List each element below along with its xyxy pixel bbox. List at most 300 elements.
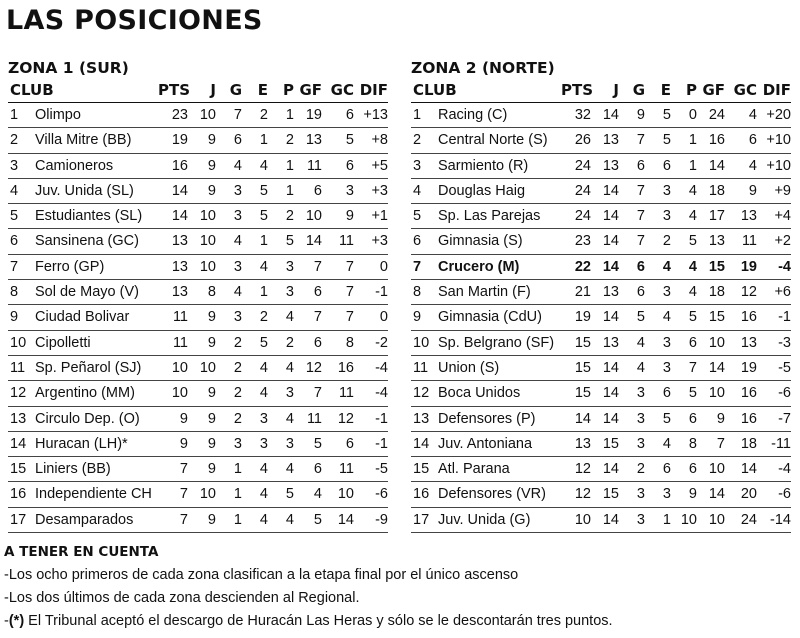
cell-p: 1	[285, 157, 294, 174]
cell-g: 6	[636, 284, 645, 301]
table-row	[8, 280, 388, 305]
cell-club: Villa Mitre (BB)	[35, 132, 132, 149]
cell-gc: 19	[740, 258, 757, 275]
cell-pts: 7	[179, 486, 188, 503]
cell-g: 3	[636, 385, 645, 402]
table-row	[411, 305, 791, 330]
header-gc: GC	[330, 81, 354, 99]
cell-pts: 32	[574, 107, 591, 123]
cell-pos: 10	[10, 334, 27, 351]
cell-pts: 12	[574, 486, 591, 503]
cell-pos: 14	[413, 435, 430, 452]
cell-dif: -9	[375, 511, 388, 528]
cell-pts: 23	[171, 107, 188, 123]
cell-e: 5	[259, 182, 268, 199]
cell-pts: 15	[574, 385, 591, 402]
cell-p: 1	[285, 182, 294, 199]
cell-gc: 9	[748, 182, 757, 199]
table-row	[411, 229, 791, 254]
cell-p: 5	[688, 309, 697, 326]
cell-gc: 13	[740, 334, 757, 351]
table-row	[411, 407, 791, 432]
note-line-3-text: El Tribunal aceptó el descargo de Huracán Las Heras y sólo se le descontarán tres puntos.	[24, 613, 613, 629]
cell-j: 14	[602, 385, 619, 402]
cell-p: 4	[285, 511, 294, 528]
cell-j: 13	[602, 284, 619, 301]
note-line-3	[4, 610, 796, 633]
zone-1-title: ZONA 1 (SUR)	[8, 59, 129, 77]
cell-j: 9	[207, 334, 216, 351]
cell-pts: 7	[179, 511, 188, 528]
cell-g: 4	[233, 157, 242, 174]
cell-pos: 9	[413, 309, 422, 326]
cell-pts: 19	[171, 132, 188, 149]
cell-gc: 7	[345, 258, 354, 275]
cell-j: 14	[602, 410, 619, 427]
cell-gc: 6	[345, 107, 354, 123]
cell-gf: 12	[305, 359, 322, 376]
table-row	[8, 103, 388, 128]
cell-club: Huracan (LH)*	[35, 435, 128, 452]
cell-pos: 17	[10, 511, 27, 528]
cell-e: 4	[259, 461, 268, 478]
cell-gf: 10	[305, 208, 322, 225]
cell-p: 4	[285, 309, 294, 326]
cell-gf: 10	[708, 334, 725, 351]
cell-j: 9	[207, 157, 216, 174]
cell-pos: 8	[10, 284, 19, 301]
cell-dif: -7	[778, 410, 791, 427]
zone-1-header	[8, 78, 388, 103]
cell-club: Boca Unidos	[438, 385, 521, 402]
cell-e: 5	[662, 410, 671, 427]
cell-g: 4	[636, 359, 645, 376]
cell-e: 3	[662, 284, 671, 301]
cell-g: 7	[636, 132, 645, 149]
cell-e: 3	[662, 334, 671, 351]
cell-gf: 4	[313, 486, 322, 503]
cell-e: 1	[259, 132, 268, 149]
cell-gf: 15	[708, 258, 725, 275]
cell-g: 5	[636, 309, 645, 326]
cell-g: 9	[636, 107, 645, 123]
cell-dif: +5	[371, 157, 388, 174]
cell-e: 1	[259, 233, 268, 250]
cell-gf: 19	[305, 107, 322, 123]
cell-club: Douglas Haig	[438, 182, 526, 199]
cell-dif: +2	[774, 233, 791, 250]
cell-p: 9	[688, 486, 697, 503]
cell-pts: 14	[171, 182, 188, 199]
cell-club: Circulo Dep. (O)	[35, 410, 140, 427]
cell-dif: -1	[375, 435, 388, 452]
cell-p: 4	[688, 182, 697, 199]
cell-j: 9	[207, 309, 216, 326]
cell-g: 3	[233, 208, 242, 225]
cell-p: 4	[688, 208, 697, 225]
cell-j: 9	[207, 511, 216, 528]
cell-dif: -6	[778, 486, 791, 503]
cell-g: 4	[233, 233, 242, 250]
cell-gf: 6	[313, 284, 322, 301]
cell-club: Crucero (M)	[438, 258, 520, 275]
cell-pts: 11	[172, 334, 188, 351]
cell-dif: -4	[778, 461, 791, 478]
header-j: J	[210, 81, 216, 99]
cell-club: Olimpo	[35, 107, 81, 123]
cell-gf: 16	[708, 132, 725, 149]
cell-e: 3	[662, 208, 671, 225]
zone-2-rows	[411, 103, 791, 533]
cell-pts: 11	[172, 309, 188, 326]
cell-e: 4	[662, 258, 671, 275]
cell-club: Central Norte (S)	[438, 132, 548, 149]
cell-g: 1	[233, 461, 242, 478]
cell-e: 6	[662, 385, 671, 402]
cell-dif: +9	[774, 182, 791, 199]
notes-section	[4, 541, 796, 633]
cell-p: 3	[285, 385, 294, 402]
cell-dif: 0	[379, 258, 388, 275]
cell-dif: 0	[379, 309, 388, 326]
cell-j: 9	[207, 435, 216, 452]
cell-club: Union (S)	[438, 359, 500, 376]
cell-j: 9	[207, 385, 216, 402]
header-dif: DIF	[762, 81, 791, 99]
cell-gf: 14	[708, 157, 725, 174]
cell-p: 4	[688, 284, 697, 301]
header-gf: GF	[702, 81, 725, 99]
cell-dif: -1	[375, 410, 388, 427]
cell-dif: -1	[375, 284, 388, 301]
cell-e: 1	[259, 284, 268, 301]
cell-club: Racing (C)	[438, 107, 508, 123]
cell-p: 4	[285, 461, 294, 478]
cell-dif: -5	[375, 461, 388, 478]
cell-g: 3	[233, 435, 242, 452]
cell-e: 2	[259, 107, 268, 123]
cell-p: 8	[688, 435, 697, 452]
cell-g: 7	[636, 208, 645, 225]
cell-j: 13	[602, 157, 619, 174]
cell-club: Gimnasia (S)	[438, 233, 523, 250]
note-asterisk-mark: (*)	[8, 613, 25, 629]
cell-gc: 6	[748, 132, 757, 149]
cell-dif: +20	[766, 107, 791, 123]
cell-gf: 18	[708, 284, 725, 301]
cell-pos: 5	[10, 208, 19, 225]
cell-pos: 11	[413, 359, 429, 376]
cell-gc: 7	[345, 309, 354, 326]
cell-p: 6	[688, 461, 697, 478]
cell-club: Sansinena (GC)	[35, 233, 139, 250]
table-row	[8, 407, 388, 432]
cell-g: 3	[636, 511, 645, 528]
zone-2-title: ZONA 2 (NORTE)	[411, 59, 555, 77]
header-p: P	[283, 81, 294, 99]
cell-g: 2	[233, 359, 242, 376]
table-row	[8, 255, 388, 280]
cell-club: Ferro (GP)	[35, 258, 105, 275]
cell-pts: 16	[171, 157, 188, 174]
cell-pos: 2	[10, 132, 19, 149]
cell-pts: 24	[574, 157, 591, 174]
cell-pts: 26	[574, 132, 591, 149]
header-gf: GF	[299, 81, 322, 99]
cell-pos: 4	[10, 182, 19, 199]
cell-e: 4	[259, 258, 268, 275]
cell-pos: 12	[413, 385, 430, 402]
note-line-3-prefix: -	[4, 613, 9, 629]
cell-club: Sp. Las Parejas	[438, 208, 541, 225]
cell-gc: 16	[337, 359, 354, 376]
cell-pts: 19	[574, 309, 591, 326]
table-row	[411, 154, 791, 179]
cell-j: 15	[602, 486, 619, 503]
cell-gc: 9	[345, 208, 354, 225]
cell-gc: 6	[345, 435, 354, 452]
cell-gc: 14	[740, 461, 757, 478]
cell-g: 4	[233, 284, 242, 301]
cell-e: 4	[259, 385, 268, 402]
cell-club: Sol de Mayo (V)	[35, 284, 139, 301]
cell-gf: 7	[313, 309, 322, 326]
cell-j: 14	[602, 309, 619, 326]
cell-p: 1	[688, 132, 697, 149]
cell-p: 6	[688, 410, 697, 427]
cell-pos: 14	[10, 435, 27, 452]
cell-pts: 13	[171, 258, 188, 275]
cell-j: 13	[602, 132, 619, 149]
cell-pos: 13	[10, 410, 27, 427]
header-dif: DIF	[359, 81, 388, 99]
cell-gf: 5	[313, 435, 322, 452]
cell-dif: -3	[778, 334, 791, 351]
cell-gc: 7	[345, 284, 354, 301]
cell-pts: 9	[179, 410, 188, 427]
table-row	[411, 356, 791, 381]
cell-p: 7	[688, 359, 697, 376]
cell-j: 14	[602, 511, 619, 528]
cell-gc: 4	[748, 107, 757, 123]
page-title: LAS POSICIONES	[6, 5, 263, 36]
cell-dif: -1	[778, 309, 791, 326]
cell-g: 6	[636, 258, 645, 275]
cell-gc: 24	[740, 511, 757, 528]
cell-gf: 6	[313, 334, 322, 351]
header-j: J	[613, 81, 619, 99]
cell-gf: 10	[708, 511, 725, 528]
cell-p: 2	[285, 208, 294, 225]
cell-pts: 12	[574, 461, 591, 478]
cell-pos: 7	[413, 258, 422, 275]
table-row	[411, 508, 791, 533]
cell-e: 3	[259, 410, 268, 427]
table-row	[8, 229, 388, 254]
cell-pos: 2	[413, 132, 422, 149]
table-row	[411, 204, 791, 229]
cell-gf: 7	[313, 385, 322, 402]
cell-g: 1	[233, 511, 242, 528]
cell-club: Estudiantes (SL)	[35, 208, 143, 225]
cell-gf: 10	[708, 461, 725, 478]
cell-gf: 7	[716, 435, 725, 452]
note-line-2: -Los dos últimos de cada zona descienden al Regional.	[4, 590, 360, 606]
header-p: P	[686, 81, 697, 99]
cell-pos: 15	[10, 461, 27, 478]
header-e: E	[257, 81, 268, 99]
cell-e: 5	[259, 208, 268, 225]
header-pts: PTS	[158, 81, 191, 99]
cell-gf: 13	[305, 132, 322, 149]
cell-pts: 24	[574, 182, 591, 199]
cell-pts: 9	[179, 435, 188, 452]
cell-club: Camioneros	[35, 157, 114, 174]
cell-p: 5	[688, 233, 697, 250]
cell-gf: 18	[708, 182, 725, 199]
cell-e: 4	[662, 309, 671, 326]
cell-gc: 20	[740, 486, 757, 503]
cell-dif: -2	[375, 334, 388, 351]
cell-dif: -4	[778, 258, 791, 275]
header-e: E	[660, 81, 671, 99]
cell-gc: 12	[740, 284, 757, 301]
table-row	[411, 255, 791, 280]
table-row	[8, 381, 388, 406]
cell-club: Sp. Belgrano (SF)	[438, 334, 555, 351]
cell-gc: 11	[338, 385, 354, 402]
cell-club: Juv. Unida (G)	[438, 511, 531, 528]
cell-pos: 17	[413, 511, 430, 528]
cell-g: 7	[233, 107, 242, 123]
header-club: CLUB	[10, 81, 54, 99]
cell-e: 5	[259, 334, 268, 351]
cell-gc: 11	[338, 233, 354, 250]
cell-p: 4	[285, 410, 294, 427]
cell-gc: 4	[748, 157, 757, 174]
cell-club: Cipolletti	[35, 334, 91, 351]
cell-e: 4	[259, 511, 268, 528]
cell-pts: 10	[574, 511, 591, 528]
cell-pos: 16	[413, 486, 430, 503]
cell-pos: 6	[413, 233, 422, 250]
cell-pts: 13	[171, 284, 188, 301]
table-row	[411, 128, 791, 153]
cell-gf: 10	[708, 385, 725, 402]
cell-j: 14	[602, 258, 619, 275]
cell-dif: -14	[770, 511, 791, 528]
cell-pos: 8	[413, 284, 422, 301]
cell-p: 5	[285, 233, 294, 250]
cell-pos: 7	[10, 258, 19, 275]
cell-gf: 17	[708, 208, 725, 225]
table-row	[411, 432, 791, 457]
cell-gf: 6	[313, 461, 322, 478]
cell-gf: 14	[305, 233, 322, 250]
cell-pos: 3	[413, 157, 422, 174]
cell-gf: 9	[716, 410, 725, 427]
cell-pos: 13	[413, 410, 430, 427]
cell-p: 3	[285, 258, 294, 275]
header-g: G	[229, 81, 242, 99]
cell-e: 4	[259, 486, 268, 503]
cell-gf: 14	[708, 486, 725, 503]
cell-gc: 16	[740, 410, 757, 427]
cell-dif: +13	[363, 107, 388, 123]
cell-p: 4	[285, 359, 294, 376]
cell-j: 9	[207, 410, 216, 427]
cell-gc: 14	[337, 511, 354, 528]
cell-g: 3	[233, 309, 242, 326]
cell-club: Argentino (MM)	[35, 385, 135, 402]
cell-pos: 5	[413, 208, 422, 225]
cell-club: Juv. Antoniana	[438, 435, 533, 452]
cell-gc: 10	[337, 486, 354, 503]
cell-g: 3	[636, 435, 645, 452]
cell-j: 10	[199, 208, 216, 225]
cell-dif: +3	[371, 233, 388, 250]
cell-p: 1	[285, 107, 294, 123]
cell-gc: 16	[740, 309, 757, 326]
cell-gc: 19	[740, 359, 757, 376]
cell-p: 5	[285, 486, 294, 503]
table-row	[411, 482, 791, 507]
cell-club: Defensores (P)	[438, 410, 536, 427]
cell-gf: 13	[708, 233, 725, 250]
table-row	[411, 179, 791, 204]
cell-j: 14	[602, 208, 619, 225]
table-row	[8, 128, 388, 153]
cell-club: Sp. Peñarol (SJ)	[35, 359, 142, 376]
cell-j: 10	[199, 107, 216, 123]
cell-p: 6	[688, 334, 697, 351]
cell-club: Liniers (BB)	[35, 461, 111, 478]
cell-pos: 12	[10, 385, 27, 402]
cell-p: 3	[285, 284, 294, 301]
header-g: G	[632, 81, 645, 99]
cell-pos: 3	[10, 157, 19, 174]
cell-pos: 4	[413, 182, 422, 199]
cell-e: 1	[662, 511, 671, 528]
cell-club: Juv. Unida (SL)	[35, 182, 134, 199]
cell-j: 9	[207, 182, 216, 199]
cell-pos: 6	[10, 233, 19, 250]
cell-j: 8	[207, 284, 216, 301]
cell-gf: 15	[708, 309, 725, 326]
cell-pts: 15	[574, 359, 591, 376]
table-row	[411, 457, 791, 482]
cell-dif: +6	[774, 284, 791, 301]
cell-g: 2	[233, 410, 242, 427]
cell-g: 2	[636, 461, 645, 478]
cell-e: 3	[259, 435, 268, 452]
cell-gc: 18	[740, 435, 757, 452]
table-row	[8, 179, 388, 204]
table-row	[8, 154, 388, 179]
cell-gf: 6	[313, 182, 322, 199]
cell-g: 7	[636, 182, 645, 199]
cell-club: Desamparados	[35, 511, 134, 528]
cell-dif: +3	[371, 182, 388, 199]
cell-pos: 15	[413, 461, 430, 478]
table-row	[411, 280, 791, 305]
cell-gc: 13	[740, 208, 757, 225]
cell-j: 10	[199, 359, 216, 376]
cell-club: Atl. Parana	[438, 461, 510, 478]
cell-dif: -4	[375, 359, 388, 376]
cell-j: 14	[602, 182, 619, 199]
cell-club: Independiente CH	[35, 486, 152, 503]
